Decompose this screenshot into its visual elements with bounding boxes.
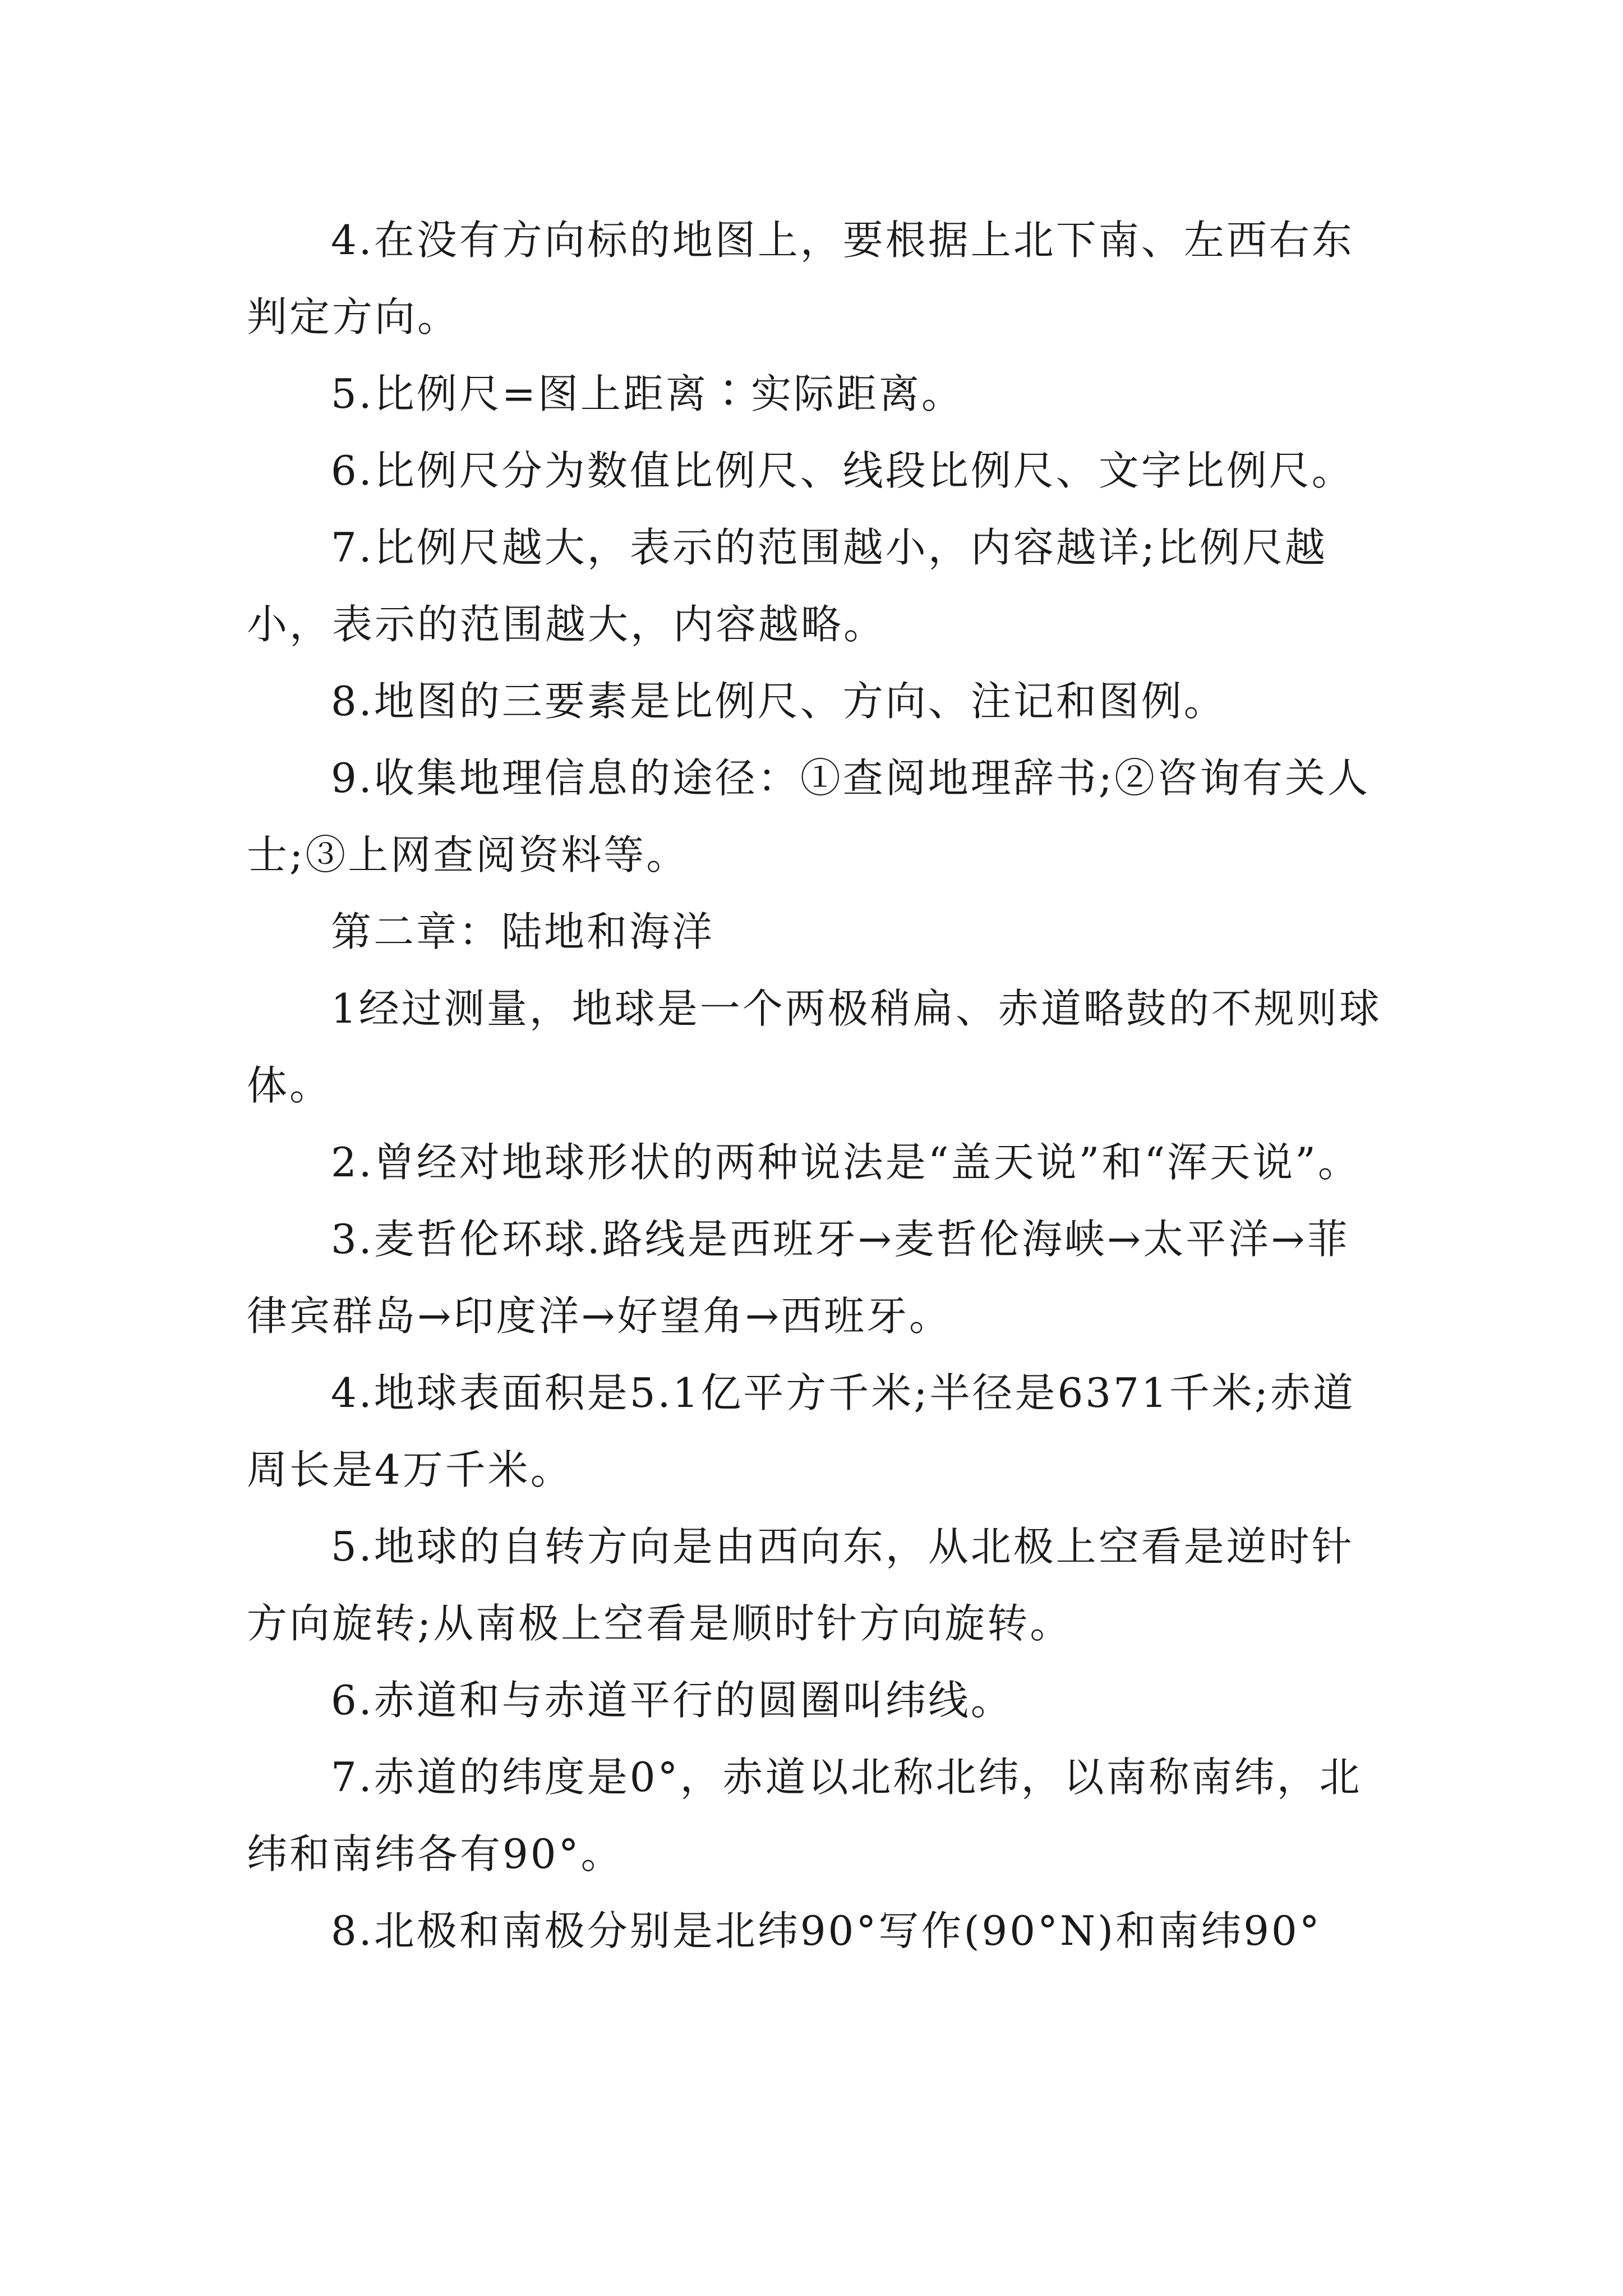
paragraph: 1经过测量，地球是一个两极稍扁、赤道略鼓的不规则球体。 <box>247 985 1382 1109</box>
paragraph: 2.曾经对地球形状的两种说法是“盖天说”和“浑天说”。 <box>331 1139 1361 1186</box>
paragraph: 7.比例尺越大，表示的范围越小，内容越详;比例尺越小，表示的范围越大，内容越略。 <box>247 524 1327 648</box>
document-body <box>247 202 1385 1970</box>
paragraph: 9.收集地理信息的途径：①查阅地理辞书;②咨询有关人士;③上网查阅资料等。 <box>247 754 1370 878</box>
paragraph: 3.麦哲伦环球.路线是西班牙→麦哲伦海峡→太平洋→菲律宾群岛→印度洋→好望角→西班牙。 <box>247 1216 1350 1340</box>
paragraph: 5.比例尺=图上距离∶实际距离。 <box>331 370 965 417</box>
chapter-heading: 第二章：陆地和海洋 <box>331 908 715 955</box>
paragraph: 5.地球的自转方向是由西向东，从北极上空看是逆时针方向旋转;从南极上空看是顺时针方向旋转。 <box>247 1523 1354 1647</box>
paragraph: 6.赤道和与赤道平行的圆圈叫纬线。 <box>331 1677 1013 1724</box>
paragraph: 4.地球表面积是5.1亿平方千米;半径是6371千米;赤道周长是4万千米。 <box>247 1369 1355 1493</box>
paragraph: 7.赤道的纬度是0°，赤道以北称北纬，以南称南纬，北纬和南纬各有90°。 <box>247 1754 1362 1878</box>
paragraph: 6.比例尺分为数值比例尺、线段比例尺、文字比例尺。 <box>331 447 1354 494</box>
paragraph: 8.地图的三要素是比例尺、方向、注记和图例。 <box>331 678 1227 725</box>
paragraph: 8.北极和南极分别是北纬90°写作(90°N)和南纬90° <box>331 1907 1322 1954</box>
paragraph: 4.在没有方向标的地图上，要根据上北下南、左西右东判定方向。 <box>247 217 1354 341</box>
